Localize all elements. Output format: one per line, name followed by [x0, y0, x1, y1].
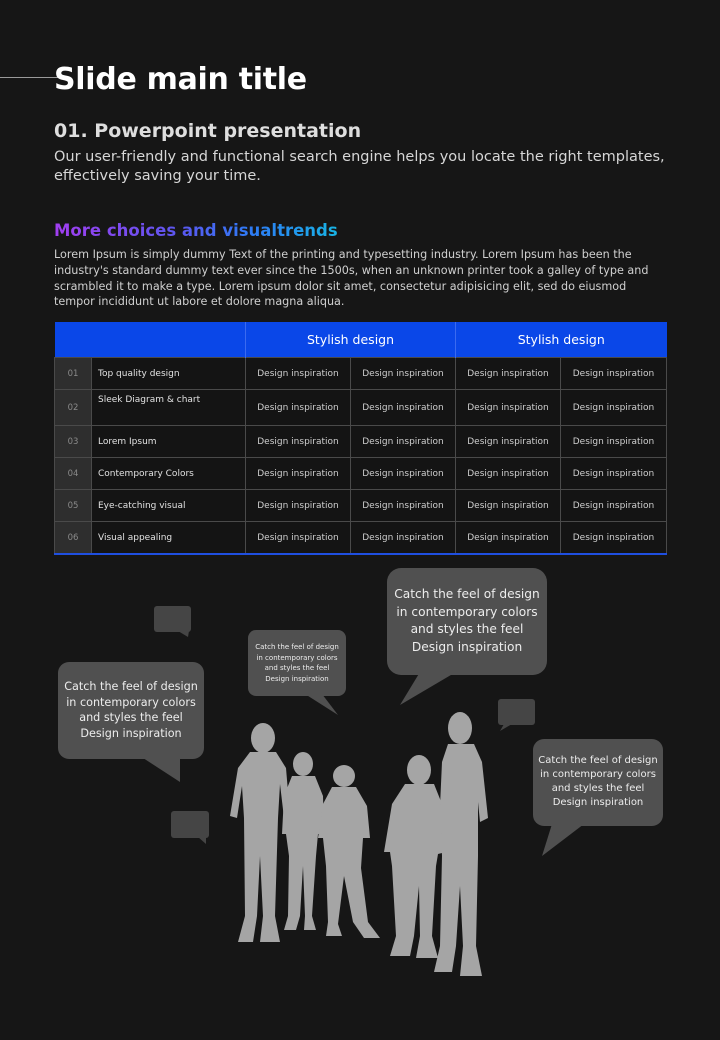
- table-cell: Design inspiration: [351, 458, 456, 490]
- bubble-line: Design inspiration: [552, 797, 644, 808]
- bubble-line: Catch the feel of design: [64, 680, 198, 693]
- table-cell: Design inspiration: [351, 390, 456, 426]
- bubble-line: Design inspiration: [411, 639, 523, 654]
- table-cell: Design inspiration: [246, 426, 351, 458]
- speech-bubble-right: [533, 739, 663, 826]
- table-cell: Design inspiration: [246, 458, 351, 490]
- row-label: Lorem Ipsum: [92, 426, 246, 458]
- table-cell: Design inspiration: [561, 426, 667, 458]
- bubble-line: Design inspiration: [80, 727, 182, 741]
- speech-bubble-left: [58, 662, 204, 759]
- table-header-row: [55, 322, 667, 358]
- table-cell: Design inspiration: [561, 522, 667, 555]
- table-header-group: Stylish design: [246, 322, 456, 358]
- table-cell: Design inspiration: [246, 390, 351, 426]
- bubble-line: in contemporary colors: [256, 653, 338, 662]
- table-cell: Design inspiration: [351, 426, 456, 458]
- mini-bubble-tail: [500, 724, 512, 731]
- bubble-line: Catch the feel of design: [255, 643, 339, 651]
- table-row: [55, 390, 667, 426]
- table-cell: Design inspiration: [561, 458, 667, 490]
- row-number: 05: [55, 490, 92, 522]
- table-row: [55, 358, 667, 390]
- row-number: 03: [55, 426, 92, 458]
- row-label: Top quality design: [92, 358, 246, 390]
- table-cell: Design inspiration: [561, 390, 667, 426]
- row-label: Sleek Diagram & chart: [92, 390, 246, 426]
- table-cell: Design inspiration: [246, 358, 351, 390]
- comparison-table: [54, 322, 667, 555]
- table-cell: Design inspiration: [456, 426, 561, 458]
- table-cell: Design inspiration: [456, 490, 561, 522]
- bubble-line: in contemporary colors: [66, 695, 196, 709]
- speech-bubble-top: [387, 568, 547, 675]
- section-subheading: 01. Powerpoint presentation: [54, 120, 362, 142]
- table-row: [55, 426, 667, 458]
- bubble-line: Catch the feel of design: [538, 755, 658, 766]
- gradient-heading: More choices and visualtrends: [54, 221, 338, 240]
- table-cell: Design inspiration: [561, 490, 667, 522]
- title-accent-line: [0, 77, 58, 78]
- bubble-line: and styles the feel: [79, 711, 183, 725]
- row-number: 02: [55, 390, 92, 426]
- people-silhouette-icon: [220, 706, 500, 986]
- bubble-line: in contemporary colors: [540, 769, 656, 780]
- table-header-group: Stylish design: [456, 322, 667, 358]
- table-cell: Design inspiration: [351, 358, 456, 390]
- mini-speech-bubble: [171, 811, 209, 838]
- bubble-tail-top: [400, 672, 456, 705]
- table-cell: Design inspiration: [456, 390, 561, 426]
- bubble-line: Design inspiration: [265, 674, 329, 683]
- bubble-tail-right: [542, 824, 584, 856]
- table-header-blank: [55, 322, 246, 358]
- table-cell: Design inspiration: [456, 522, 561, 555]
- table-row: [55, 522, 667, 555]
- slide-title: Slide main title: [54, 62, 307, 97]
- speech-bubble-small: [248, 630, 346, 696]
- row-number: 01: [55, 358, 92, 390]
- table-cell: Design inspiration: [456, 458, 561, 490]
- row-label: Visual appealing: [92, 522, 246, 555]
- table-cell: Design inspiration: [246, 490, 351, 522]
- row-number: 04: [55, 458, 92, 490]
- row-label: Contemporary Colors: [92, 458, 246, 490]
- row-number: 06: [55, 522, 92, 555]
- table-cell: Design inspiration: [246, 522, 351, 555]
- bubble-line: Catch the feel of design: [394, 587, 540, 601]
- table-row: [55, 458, 667, 490]
- bubble-line: in contemporary colors: [396, 604, 538, 619]
- bubble-line: and styles the feel: [264, 664, 330, 672]
- table-cell: Design inspiration: [351, 522, 456, 555]
- table-cell: Design inspiration: [561, 358, 667, 390]
- bubble-line: and styles the feel: [551, 783, 645, 794]
- bubble-line: and styles the feel: [410, 622, 524, 637]
- row-label: Eye-catching visual: [92, 490, 246, 522]
- table-cell: Design inspiration: [351, 490, 456, 522]
- table-row: [55, 490, 667, 522]
- mini-speech-bubble: [498, 699, 535, 725]
- mini-speech-bubble: [154, 606, 191, 632]
- intro-text: Our user-friendly and functional search engine helps you locate the right templates, effectively saving your time.: [54, 149, 665, 184]
- table-cell: Design inspiration: [456, 358, 561, 390]
- body-paragraph: Lorem Ipsum is simply dummy Text of the printing and typesetting industry. Lorem Ipsum has been the industry's standard dummy text ever since the 1500s, when an unknown printer took a galley of type and scrambled it to make a type. Lorem ipsum dolor sit amet, consectetur adipisicing elit, sed do eiusmod tempor incididunt ut labore et dolore magna aliqua.: [54, 248, 649, 309]
